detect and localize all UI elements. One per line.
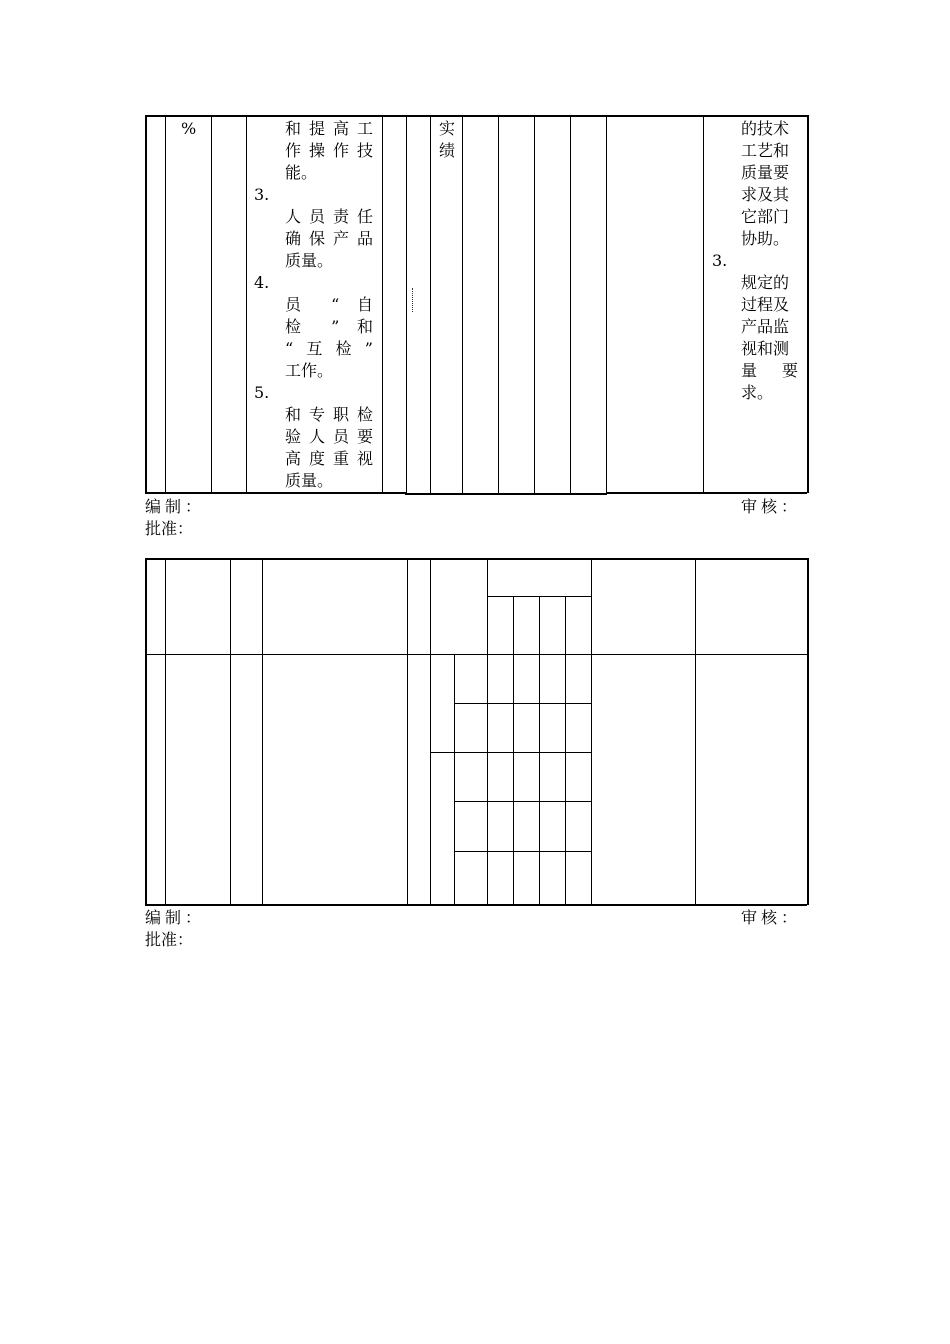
actual-label-1: 实	[439, 119, 456, 138]
table-2-header-separator	[145, 654, 807, 655]
cell-text-line: 质量。	[285, 251, 334, 270]
table-2-col-line	[165, 558, 166, 905]
table-2-row-line	[454, 801, 591, 802]
table-2-col-line	[430, 558, 431, 905]
prepared-by-label-2: 编制：	[145, 908, 206, 927]
cell-text-line: 过程及	[741, 295, 790, 314]
table-2-split-col-line	[454, 654, 455, 905]
table-1-right-border	[807, 115, 809, 493]
cell-text-line: 求及其	[741, 185, 790, 204]
cell-text-line: 和专职检	[285, 405, 373, 424]
cell-text-line: 3.	[712, 251, 728, 270]
table-2-sub-col-line	[539, 596, 540, 905]
table-1-bottom-border-right	[606, 492, 807, 494]
table-2-sub-col-line	[565, 596, 566, 905]
cell-text-line: 工艺和	[741, 141, 790, 160]
table-2-top-border	[145, 558, 807, 560]
table-2-col-line	[262, 558, 263, 905]
table-1-col-line	[570, 115, 571, 494]
cell-text-line: 验人员要	[285, 427, 373, 446]
cell-text-line: 作操作技	[285, 141, 373, 160]
cell-text-line: 3.	[254, 185, 270, 204]
table-1-col-line	[462, 115, 463, 494]
table-2-row-line	[454, 851, 591, 852]
cell-text-line: 4.	[254, 273, 270, 292]
cell-text-line: 高度重视	[285, 449, 373, 468]
percent-sign: %	[181, 119, 197, 138]
cell-requirements	[712, 118, 800, 404]
cell-text-line: 协助。	[741, 229, 790, 248]
table-1-bottom-border-mid	[405, 493, 607, 495]
approved-by-label-2: 批准：	[145, 930, 194, 949]
table-1-col-line	[430, 115, 431, 494]
table-2-sub-col-line	[513, 596, 514, 905]
cell-text-line: 质量。	[285, 471, 334, 490]
reviewed-by-label: 审核：	[741, 497, 802, 516]
table-1-bottom-border-left	[145, 492, 407, 494]
table-2-row-line	[430, 752, 591, 753]
cell-text-line: 产品监	[741, 317, 790, 336]
table-1-col-line	[246, 115, 247, 493]
cell-text-line: 确保产品	[285, 229, 373, 248]
prepared-by-label: 编制：	[145, 497, 206, 516]
table-1-col-line	[211, 115, 212, 493]
cell-text-line: 检 ” 和	[285, 317, 373, 336]
cell-text-line: 视和测	[741, 339, 790, 358]
cell-text-line: 员 “ 自	[285, 295, 373, 314]
table-2-left-border	[145, 558, 147, 905]
cell-text-line: 能。	[285, 163, 318, 182]
cell-text-line: 和提高工	[285, 119, 373, 138]
cell-text-line: 质量要	[741, 163, 790, 182]
table-2-col-line	[591, 558, 592, 905]
table-1-col-line	[703, 115, 704, 493]
table-1-left-border	[145, 115, 147, 493]
cell-text-line: 它部门	[741, 207, 790, 226]
cell-text-line: 工作。	[285, 361, 334, 380]
table-2-col-line	[230, 558, 231, 905]
cell-text-line: 量 要	[741, 361, 798, 380]
cell-quality-measures	[254, 118, 374, 492]
cell-text-line: 规定的	[741, 273, 790, 292]
table-2-bottom-border	[145, 904, 807, 906]
table-2-col-line	[695, 558, 696, 905]
table-1-col-line	[534, 115, 535, 494]
cell-text-line: 人员责任	[285, 207, 373, 226]
table-2-col-line	[407, 558, 408, 905]
table-2-row-line	[454, 703, 591, 704]
table-2-col-line	[487, 558, 488, 905]
table-1-col-line	[406, 115, 407, 494]
approved-by-label: 批准：	[145, 519, 194, 538]
table-2-right-border	[807, 558, 809, 905]
table-1-col-line	[165, 115, 166, 493]
cell-text-line: 5.	[254, 383, 270, 402]
cell-text-line: 的技术	[741, 119, 790, 138]
table-1-col-line	[382, 115, 383, 493]
actual-label-2: 绩	[439, 141, 456, 160]
table-1-col-line	[498, 115, 499, 494]
reviewed-by-label-2: 审核：	[741, 908, 802, 927]
table-1-col-line	[606, 115, 607, 494]
cell-text-line: “互检”	[285, 339, 373, 358]
table-1-top-border	[145, 115, 807, 117]
cell-mark-glyph	[412, 288, 417, 312]
cell-text-line: 求。	[741, 383, 774, 402]
